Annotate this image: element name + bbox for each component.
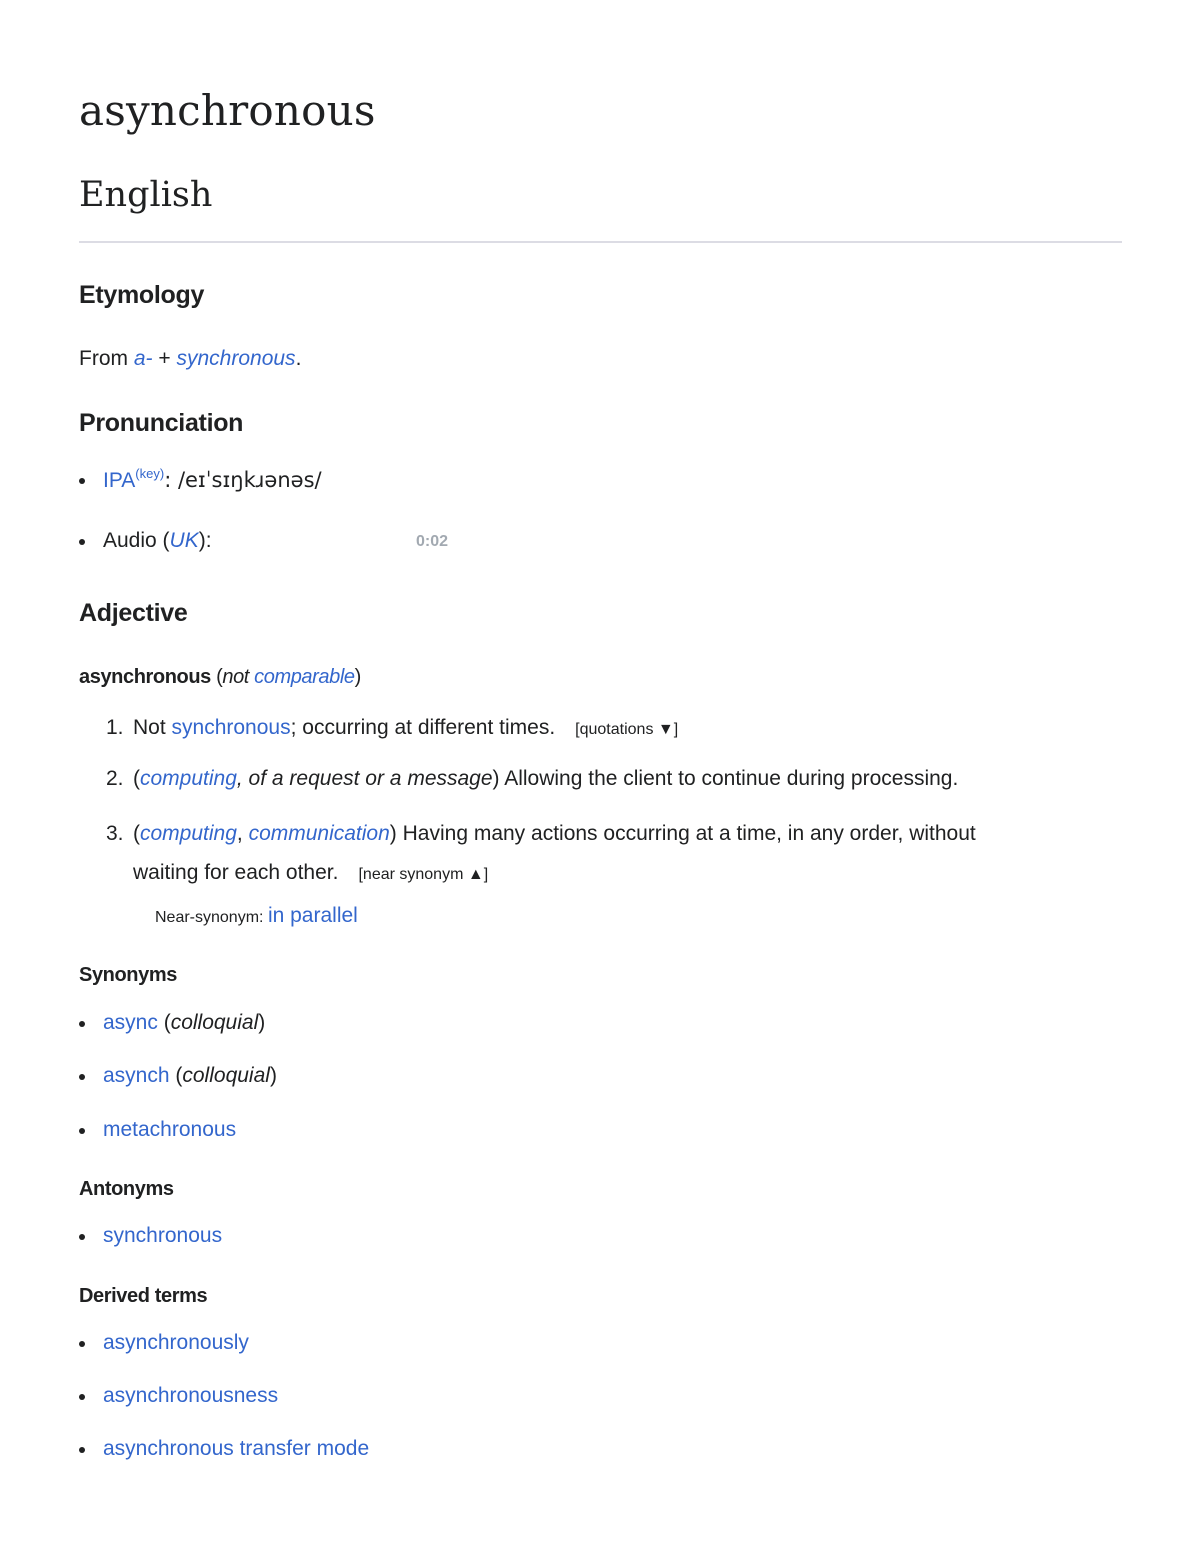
antonyms-heading: Antonyms <box>79 1178 174 1200</box>
ipa-transcription: : /eɪˈsɪŋkɹənəs/ <box>164 468 322 492</box>
audio-duration: 0:02 <box>416 533 449 550</box>
synonym-note: colloquial <box>170 1011 259 1034</box>
sense-number: 1. <box>106 716 124 739</box>
derived-term-item <box>103 1331 249 1355</box>
derived-term-link[interactable]: asynchronously <box>103 1331 249 1354</box>
sense-1-link[interactable]: synchronous <box>171 716 291 739</box>
near-synonym-link[interactable]: in parallel <box>267 904 358 927</box>
derived-term-link[interactable]: asynchronousness <box>103 1384 279 1407</box>
etymology-link-prefix[interactable]: a- <box>133 347 153 370</box>
audio-item <box>103 529 212 553</box>
sense-3-gloss-line2: waiting for each other. <box>133 861 339 884</box>
antonym-item <box>103 1224 222 1248</box>
near-synonym-line <box>155 904 358 928</box>
synonyms-heading: Synonyms <box>79 964 177 986</box>
synonym-note: colloquial <box>182 1064 270 1087</box>
page-title: asynchronous <box>79 86 376 135</box>
sense-2: 2. (computing, of a request or a message) Allowing the client to continue during processing. <box>106 767 959 790</box>
sense-2-gloss: Allowing the client to continue during processing. <box>504 767 959 790</box>
sense-2-label-extra: , of a request or a message <box>236 767 493 790</box>
synonym-item <box>103 1118 236 1142</box>
synonym-link[interactable]: metachronous <box>103 1118 237 1141</box>
sense-1 <box>106 716 678 740</box>
derived-term-item <box>103 1384 278 1408</box>
ipa-item <box>103 466 322 493</box>
sense-number: 3. <box>106 822 124 845</box>
heading-divider <box>79 241 1122 243</box>
ipa-link[interactable]: IPA <box>103 469 136 492</box>
language-heading: English <box>79 175 213 215</box>
derived-term-link[interactable]: asynchronous transfer mode <box>103 1437 370 1460</box>
near-synonym-label: Near-synonym: <box>155 909 264 926</box>
synonym-link[interactable]: asynch <box>103 1064 170 1087</box>
comparable-link[interactable]: comparable <box>254 666 355 688</box>
audio-player[interactable] <box>416 533 448 551</box>
synonym-item: asynch (colloquial) <box>103 1064 277 1087</box>
sense-number: 2. <box>106 767 124 790</box>
audio-label: Audio ( <box>103 529 170 552</box>
sense-1-gloss: ; occurring at different times. <box>290 716 556 739</box>
pronunciation-heading: Pronunciation <box>79 409 244 437</box>
etymology-text <box>79 347 301 371</box>
sense-1-before: Not <box>133 716 172 739</box>
synonym-item: async (colloquial) <box>103 1011 266 1034</box>
etymology-link-synchronous[interactable]: synchronous <box>176 347 296 370</box>
sense-2-label-link[interactable]: computing <box>140 767 237 790</box>
antonym-link[interactable]: synchronous <box>103 1224 223 1247</box>
etymology-period: . <box>295 347 302 370</box>
derived-terms-heading: Derived terms <box>79 1285 208 1307</box>
quotations-toggle[interactable]: [quotations ▼] <box>575 721 679 738</box>
sense-3: 3. (computing, communication) Having many actions occurring at a time, in any order, without <box>106 822 976 845</box>
sense-3-label-computing[interactable]: computing <box>140 822 237 845</box>
near-synonym-toggle[interactable]: [near synonym ▲] <box>358 866 489 883</box>
etymology-heading: Etymology <box>79 281 205 309</box>
sense-3-continuation <box>133 861 488 885</box>
sense-3-label-communication[interactable]: communication <box>248 822 390 845</box>
headword-line: asynchronous (not comparable) <box>79 666 361 688</box>
headword: asynchronous <box>79 666 211 688</box>
ipa-key-link[interactable]: (key) <box>135 466 165 481</box>
sense-3-gloss-line1: Having many actions occurring at a time, in any order, without <box>402 822 976 845</box>
synonym-link[interactable]: async <box>103 1011 158 1034</box>
adjective-heading: Adjective <box>79 599 188 627</box>
etymology-plus: + <box>158 347 171 370</box>
derived-term-item <box>103 1437 369 1461</box>
audio-label-end: ): <box>198 529 212 552</box>
etymology-from: From <box>79 347 128 370</box>
audio-region-link[interactable]: UK <box>169 529 199 552</box>
not-label: not <box>222 666 249 688</box>
